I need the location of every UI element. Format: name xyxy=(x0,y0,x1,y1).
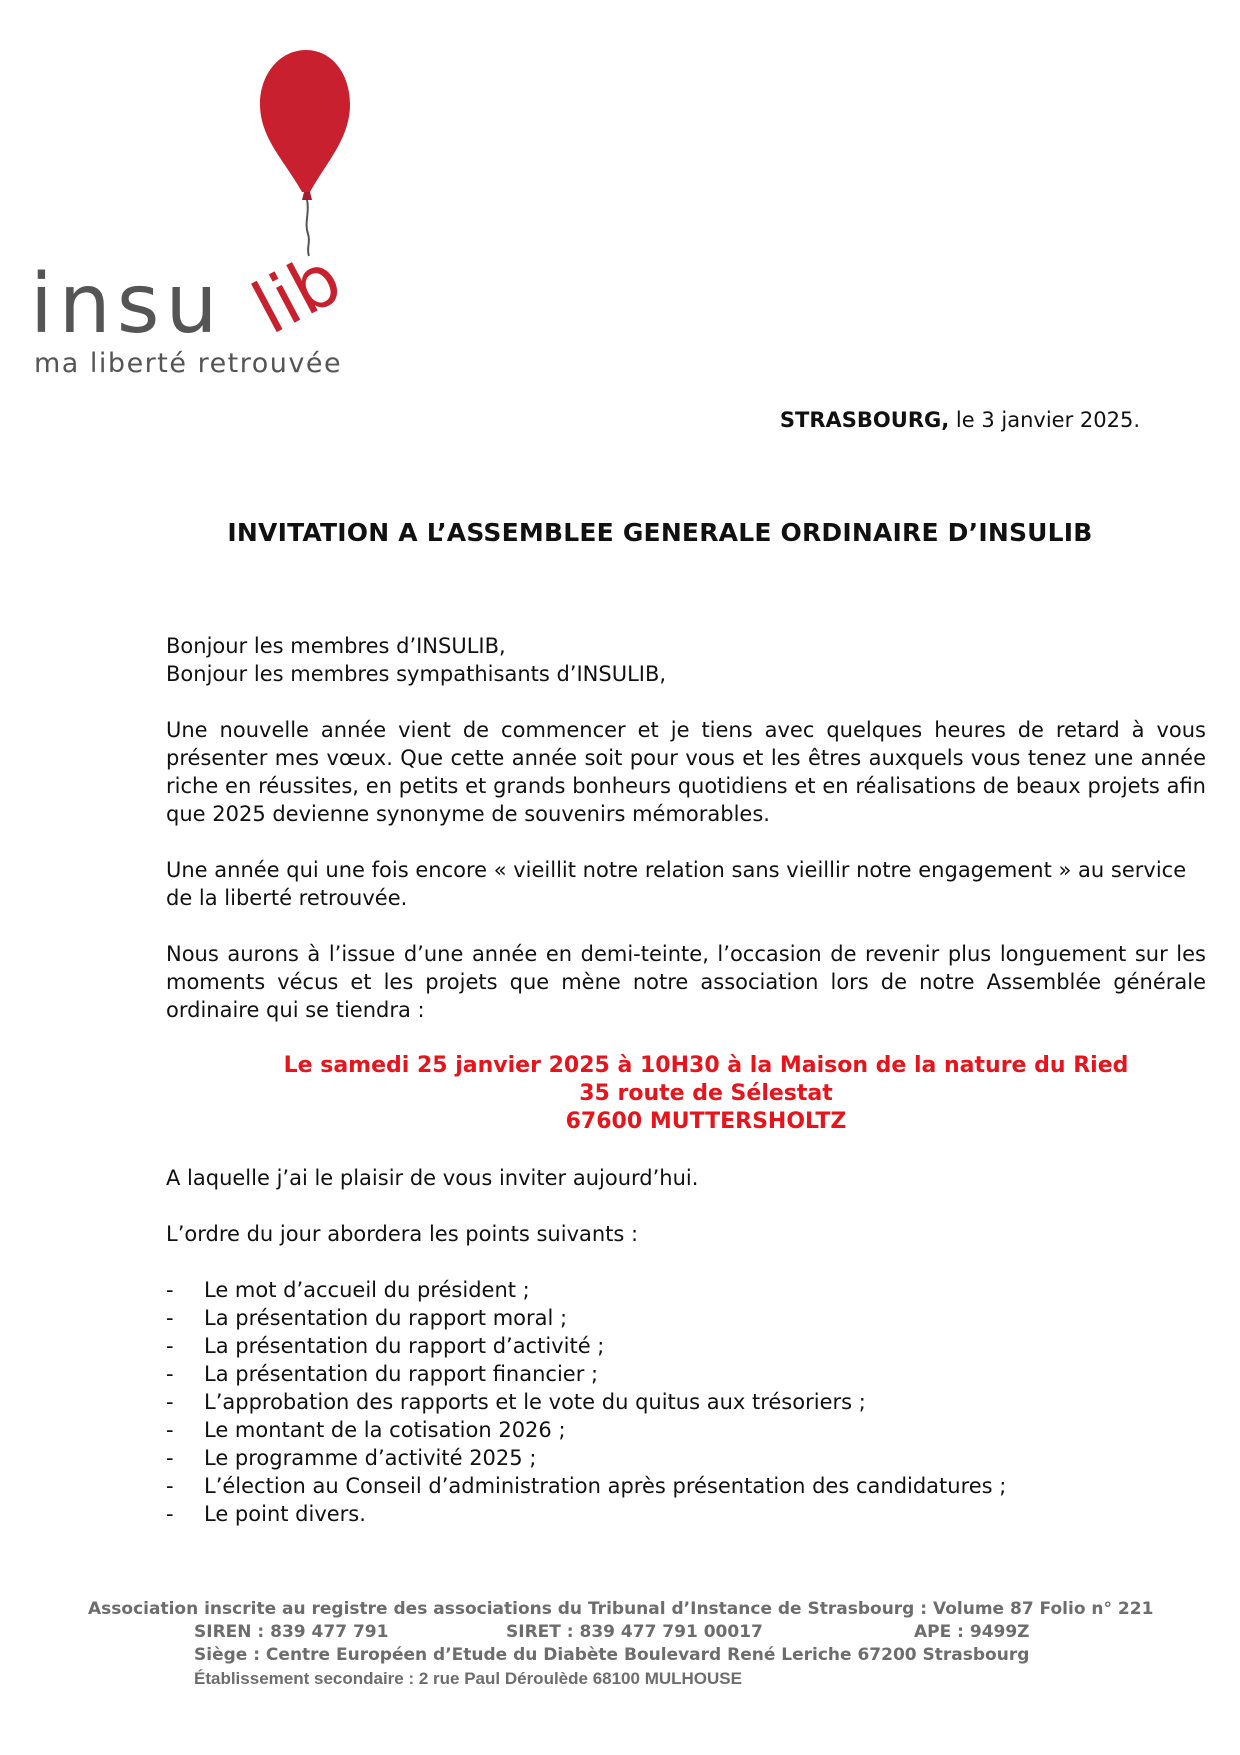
agenda-item: - Le mot d’accueil du président ; xyxy=(166,1276,1206,1304)
footer-secondary-office: Établissement secondaire : 2 rue Paul Déroulède 68100 MULHOUSE xyxy=(194,1669,742,1688)
agenda-item: - Le point divers. xyxy=(166,1500,1206,1528)
logo-brand-dark: insu xyxy=(30,257,224,352)
logo-brand-accent: lib xyxy=(239,235,355,351)
footer-identifiers xyxy=(194,1621,1168,1644)
logo-tagline: ma liberté retrouvée xyxy=(34,348,343,379)
agenda-item: - Le programme d’activité 2025 ; xyxy=(166,1444,1206,1472)
date-line xyxy=(700,408,1140,432)
footer-headquarters: Siège : Centre Européen d’Etude du Diabète Boulevard René Leriche 67200 Strasbourg xyxy=(194,1645,1030,1665)
footer-siret: SIRET : 839 477 791 00017 xyxy=(506,1622,763,1642)
agenda-list xyxy=(166,1276,1206,1528)
agenda-intro: L’ordre du jour abordera les points suivants : xyxy=(166,1222,639,1246)
letter-body xyxy=(166,632,1206,1528)
footer-siren: SIREN : 839 477 791 xyxy=(194,1622,389,1642)
letter-date: le 3 janvier 2025. xyxy=(955,408,1140,432)
agenda-item: - La présentation du rapport financier ; xyxy=(166,1360,1206,1388)
footer-ape: APE : 9499Z xyxy=(914,1622,1030,1642)
event-details xyxy=(206,1052,1206,1136)
agenda-item: - L’élection au Conseil d’administration après présentation des candidatures ; xyxy=(166,1472,1206,1500)
event-street: 35 route de Sélestat xyxy=(579,1081,833,1106)
city: STRASBOURG, xyxy=(779,408,950,432)
balloon-logo-graphic xyxy=(28,42,378,387)
greeting-sympathisants: Bonjour les membres sympathisants d’INSULIB, xyxy=(166,662,667,686)
paragraph-assembly: Nous aurons à l’issue d’une année en demi-teinte, l’occasion de revenir plus longuement sur les moments vécus et les projets que mène notre association lors de notre Assemblée générale ordinaire qui se tiendra : xyxy=(166,942,1206,1022)
agenda-item: - Le montant de la cotisation 2026 ; xyxy=(166,1416,1206,1444)
document-title: INVITATION A L’ASSEMBLEE GENERALE ORDINAIRE D’INSULIB xyxy=(227,518,1093,547)
event-date-place: Le samedi 25 janvier 2025 à 10H30 à la Maison de la nature du Ried xyxy=(283,1053,1129,1078)
agenda-item: - L’approbation des rapports et le vote du quitus aux trésoriers ; xyxy=(166,1388,1206,1416)
balloon-icon xyxy=(260,50,350,192)
agenda-item: - La présentation du rapport moral ; xyxy=(166,1304,1206,1332)
footer-registry: Association inscrite au registre des associations du Tribunal d’Instance de Strasbourg : Volume 87 Folio n° 221 xyxy=(88,1599,1154,1619)
paragraph-wishes: Une nouvelle année vient de commencer et je tiens avec quelques heures de retard à vous présenter mes vœux. Que cette année soit pour vous et les êtres auxquels vous tenez une année riche en réussites, en petits et grands bonheurs quotidiens et en réalisations de beaux projets afin que 2025 devienne synonyme de souvenirs mémorables. xyxy=(166,718,1206,826)
footer xyxy=(88,1598,1168,1690)
invite-line: A laquelle j’ai le plaisir de vous inviter aujourd’hui. xyxy=(166,1166,699,1190)
paragraph-engagement: Une année qui une fois encore « vieillit notre relation sans vieillir notre engagement » au service de la liberté retrouvée. xyxy=(166,858,1187,910)
event-city: 67600 MUTTERSHOLTZ xyxy=(565,1109,847,1134)
insulib-logo xyxy=(28,42,378,387)
greeting-members: Bonjour les membres d’INSULIB, xyxy=(166,634,506,658)
agenda-item: - La présentation du rapport d’activité ; xyxy=(166,1332,1206,1360)
